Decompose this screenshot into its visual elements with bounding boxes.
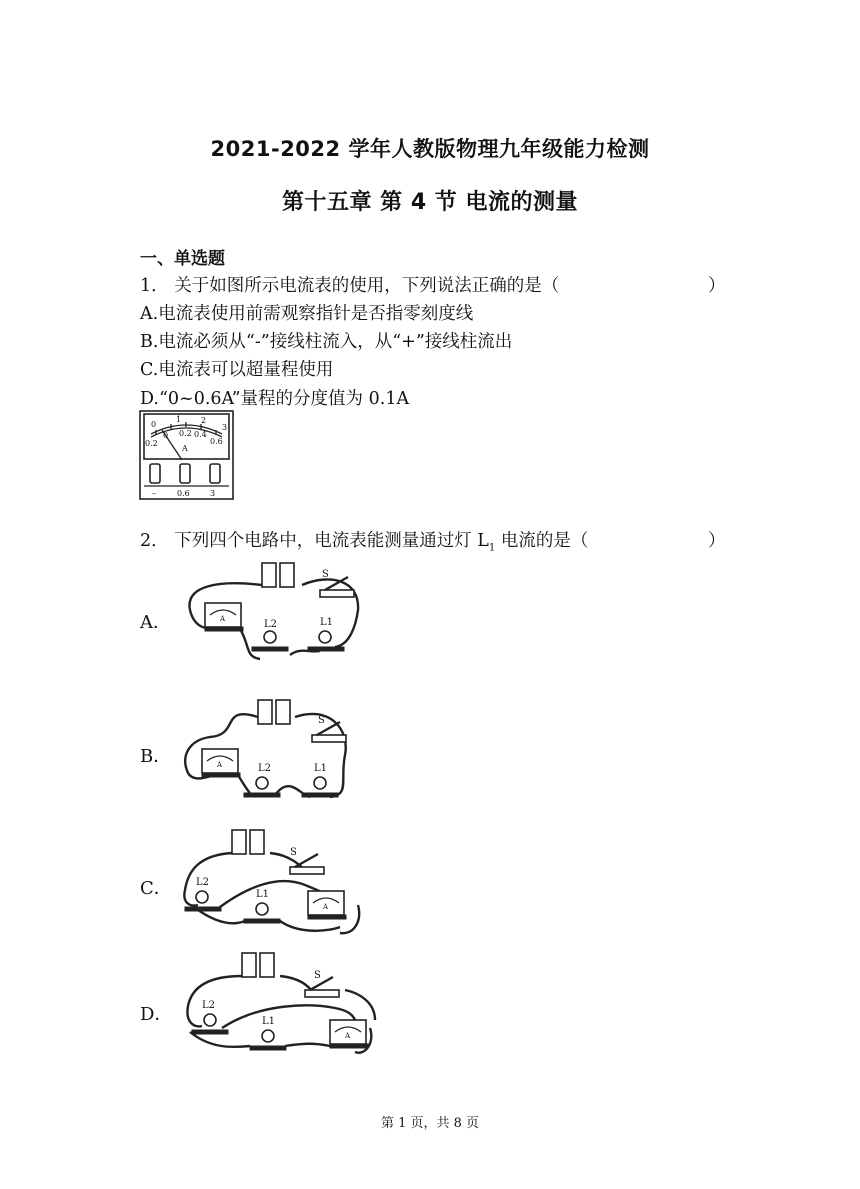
circuit-b-switch-label: S xyxy=(318,715,325,726)
circuit-a-lamp2-label: L2 xyxy=(264,619,278,630)
circuit-d-lamp2-label: L2 xyxy=(202,1000,216,1011)
circuit-a-lamp1-label: L1 xyxy=(320,617,334,628)
question-2-stem-tail: 电流的是（ xyxy=(495,531,589,551)
meter-scale-upper-3: 3 xyxy=(222,423,228,432)
circuit-d-switch-label: S xyxy=(314,970,321,981)
terminal-negative: – xyxy=(152,489,156,498)
question-1-option-a: A.电流表使用前需观察指针是否指零刻度线 xyxy=(140,304,474,324)
circuit-d-meter-label: A xyxy=(345,1032,351,1040)
meter-scale-upper-0: 0 xyxy=(151,420,157,429)
question-1-option-b: B.电流必须从“-”接线柱流入，从“+”接线柱流出 xyxy=(140,332,513,352)
chapter-subtitle: 第十五章 第 4 节 电流的测量 xyxy=(282,190,578,215)
meter-unit-label: A xyxy=(182,444,188,453)
page-title: 2021-2022 学年人教版物理九年级能力检测 xyxy=(210,137,650,161)
circuit-c-meter-label: A xyxy=(323,903,329,911)
circuit-d-diagram xyxy=(180,948,380,1063)
question-1-answer-paren: ） xyxy=(708,276,726,296)
meter-scale-lower-0: 0.2 xyxy=(145,439,158,448)
circuit-b-diagram xyxy=(180,695,370,805)
meter-scale-lower-4: 0.6 xyxy=(210,437,223,446)
circuit-c-switch-label: S xyxy=(290,847,297,858)
question-2-option-c: C． xyxy=(140,878,172,899)
question-1-option-d: D.“0~0.6A”量程的分度值为 0.1A xyxy=(140,389,410,409)
question-1-stem: 1． 关于如图所示电流表的使用，下列说法正确的是（ xyxy=(140,276,560,296)
meter-scale-upper-1: 1 xyxy=(176,415,182,424)
question-2-option-a: A． xyxy=(140,612,171,633)
question-2-stem-text: 2． 下列四个电路中，电流表能测量通过灯 L xyxy=(140,531,489,551)
circuit-c-lamp1-label: L1 xyxy=(256,889,270,900)
circuit-d-lamp1-label: L1 xyxy=(262,1016,276,1027)
circuit-b-meter-label: A xyxy=(217,761,223,769)
circuit-a-meter-label: A xyxy=(220,615,226,623)
meter-scale-upper-2: 2 xyxy=(201,416,207,425)
question-1-option-c: C.电流表可以超量程使用 xyxy=(140,360,334,380)
meter-scale-lower-3: 0.4 xyxy=(194,430,207,439)
circuit-a-diagram xyxy=(180,555,370,665)
question-2-option-d: D． xyxy=(140,1004,173,1025)
question-2-stem-subscript: 1 xyxy=(488,542,496,554)
meter-scale-lower-2: 0.2 xyxy=(179,429,192,438)
section-heading: 一、单选题 xyxy=(140,249,225,269)
circuit-b-lamp1-label: L1 xyxy=(314,763,328,774)
circuit-a-switch-label: S xyxy=(322,569,329,580)
question-2-answer-paren: ） xyxy=(708,531,726,551)
meter-scale-lower-1: 0 xyxy=(163,431,169,440)
question-2-stem xyxy=(140,527,588,554)
terminal-3: 3 xyxy=(210,489,216,498)
page-footer: 第 1 页，共 8 页 xyxy=(380,1116,480,1131)
circuit-c-diagram xyxy=(180,825,370,940)
circuit-b-lamp2-label: L2 xyxy=(258,763,272,774)
terminal-0-6: 0.6 xyxy=(177,489,190,498)
ammeter-figure xyxy=(138,410,238,502)
question-2-option-b: B． xyxy=(140,746,172,767)
circuit-c-lamp2-label: L2 xyxy=(196,877,210,888)
